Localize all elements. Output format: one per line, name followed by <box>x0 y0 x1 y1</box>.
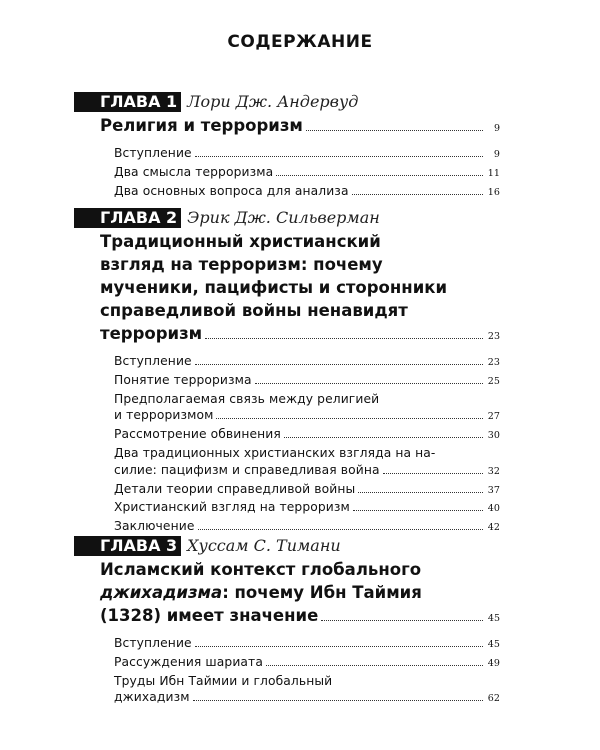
dot-leader <box>216 418 483 419</box>
chapter-title-line: Традиционный христианский <box>100 232 381 251</box>
chapter-author: Хуссам С. Тимани <box>187 536 341 555</box>
entry-text: Два смысла терроризма <box>114 164 274 179</box>
page-number: 16 <box>487 186 500 198</box>
toc-entry[interactable] <box>114 654 500 673</box>
page-number: 45 <box>487 639 500 650</box>
dot-leader <box>255 383 483 384</box>
dot-leader <box>353 510 483 511</box>
page-number: 9 <box>493 149 500 160</box>
entry-text: Рассмотрение обвинения <box>114 427 281 442</box>
chapter-header <box>100 536 500 556</box>
chapter-title-line: (1328) имеет значение <box>100 606 319 625</box>
page-number: 45 <box>487 613 500 624</box>
page-number: 11 <box>487 167 500 179</box>
page-number: 37 <box>487 484 500 496</box>
entry-text: Вступление <box>114 146 192 160</box>
page-number: 30 <box>487 430 500 442</box>
dot-leader <box>266 665 483 666</box>
dot-leader <box>321 620 483 621</box>
chapter-title-line: взгляд на терроризм: почему <box>100 255 383 274</box>
dot-leader <box>383 473 483 474</box>
toc-entry[interactable] <box>114 145 500 164</box>
dot-leader <box>358 492 483 493</box>
chapter-2 <box>100 208 500 537</box>
toc-entry[interactable] <box>114 426 500 445</box>
toc-entry[interactable] <box>114 673 500 709</box>
entry-text: Труды Ибн Таймии и глобальный <box>114 673 333 688</box>
toc-entry[interactable] <box>114 499 500 518</box>
dot-leader <box>195 156 483 157</box>
page-number: 9 <box>493 123 500 134</box>
dot-leader <box>306 130 483 131</box>
chapter-title-line: мученики, пацифисты и сторонники <box>100 278 448 297</box>
toc-entry[interactable] <box>114 183 500 202</box>
page-number: 23 <box>487 357 500 368</box>
toc-entry[interactable] <box>114 391 500 427</box>
page-number: 49 <box>487 657 500 669</box>
entry-text: и терроризмом <box>114 408 214 423</box>
entry-text: силие: пацифизм и справедливая война <box>114 462 380 477</box>
toc-entry[interactable] <box>114 518 500 537</box>
page-number: 23 <box>487 331 500 342</box>
toc-entry[interactable] <box>114 445 500 481</box>
entry-text: Два основных вопроса для анализа <box>114 183 349 198</box>
chapter-title[interactable] <box>100 230 500 348</box>
entry-text: Детали теории справедливой войны <box>114 481 356 496</box>
entry-text: Понятие терроризма <box>114 372 252 387</box>
page-title: СОДЕРЖАНИЕ <box>227 32 373 52</box>
toc-entry[interactable] <box>114 164 500 183</box>
entry-text: Заключение <box>114 519 195 534</box>
chapter-title-line: справедливой войны ненавидят <box>100 301 408 320</box>
page-number: 25 <box>487 375 500 387</box>
toc-entry[interactable] <box>114 372 500 391</box>
chapter-title-line: Религия и терроризм <box>100 116 303 135</box>
chapter-header <box>100 92 500 112</box>
toc-entry[interactable] <box>114 635 500 654</box>
chapter-author: Эрик Дж. Сильверман <box>187 208 380 227</box>
dot-leader <box>195 646 483 647</box>
dot-leader <box>193 700 483 701</box>
toc-entry[interactable] <box>114 481 500 500</box>
entry-text: джихадизм <box>114 690 190 705</box>
dot-leader <box>352 194 483 195</box>
entry-text: Два традиционных христианских взгляда на на- <box>114 445 436 460</box>
dot-leader <box>284 437 483 438</box>
chapter-author: Лори Дж. Андервуд <box>187 92 359 111</box>
dot-leader <box>195 364 483 365</box>
chapter-label: ГЛАВА 3 <box>74 536 181 556</box>
page-number: 62 <box>487 693 500 705</box>
chapter-label: ГЛАВА 2 <box>74 208 181 228</box>
dot-leader <box>198 529 484 530</box>
chapter-entries <box>114 145 500 201</box>
page-number: 32 <box>487 465 500 477</box>
chapter-3 <box>100 536 500 708</box>
entry-text: Предполагаемая связь между религией <box>114 391 380 406</box>
chapter-title-line: Исламский контекст глобального <box>100 560 422 579</box>
page-number: 27 <box>487 411 500 423</box>
chapter-entries <box>114 353 500 537</box>
chapter-1 <box>100 92 500 201</box>
dot-leader <box>276 175 483 176</box>
chapter-header <box>100 208 500 228</box>
chapter-title-line: джихадизма: почему Ибн Таймия <box>100 583 422 602</box>
page-number: 40 <box>487 503 500 515</box>
entry-text: Вступление <box>114 636 192 650</box>
chapter-entries <box>114 635 500 708</box>
dot-leader <box>205 338 483 339</box>
chapter-label: ГЛАВА 1 <box>74 92 181 112</box>
entry-text: Рассуждения шариата <box>114 654 263 669</box>
entry-text: Вступление <box>114 354 192 368</box>
italic-term: джихадизма <box>100 583 223 602</box>
toc-entry[interactable] <box>114 353 500 372</box>
chapter-title-line: терроризм <box>100 324 203 343</box>
chapter-title[interactable] <box>100 114 500 140</box>
chapter-title[interactable] <box>100 558 500 630</box>
page-number: 42 <box>487 522 500 534</box>
entry-text: Христианский взгляд на терроризм <box>114 500 350 515</box>
